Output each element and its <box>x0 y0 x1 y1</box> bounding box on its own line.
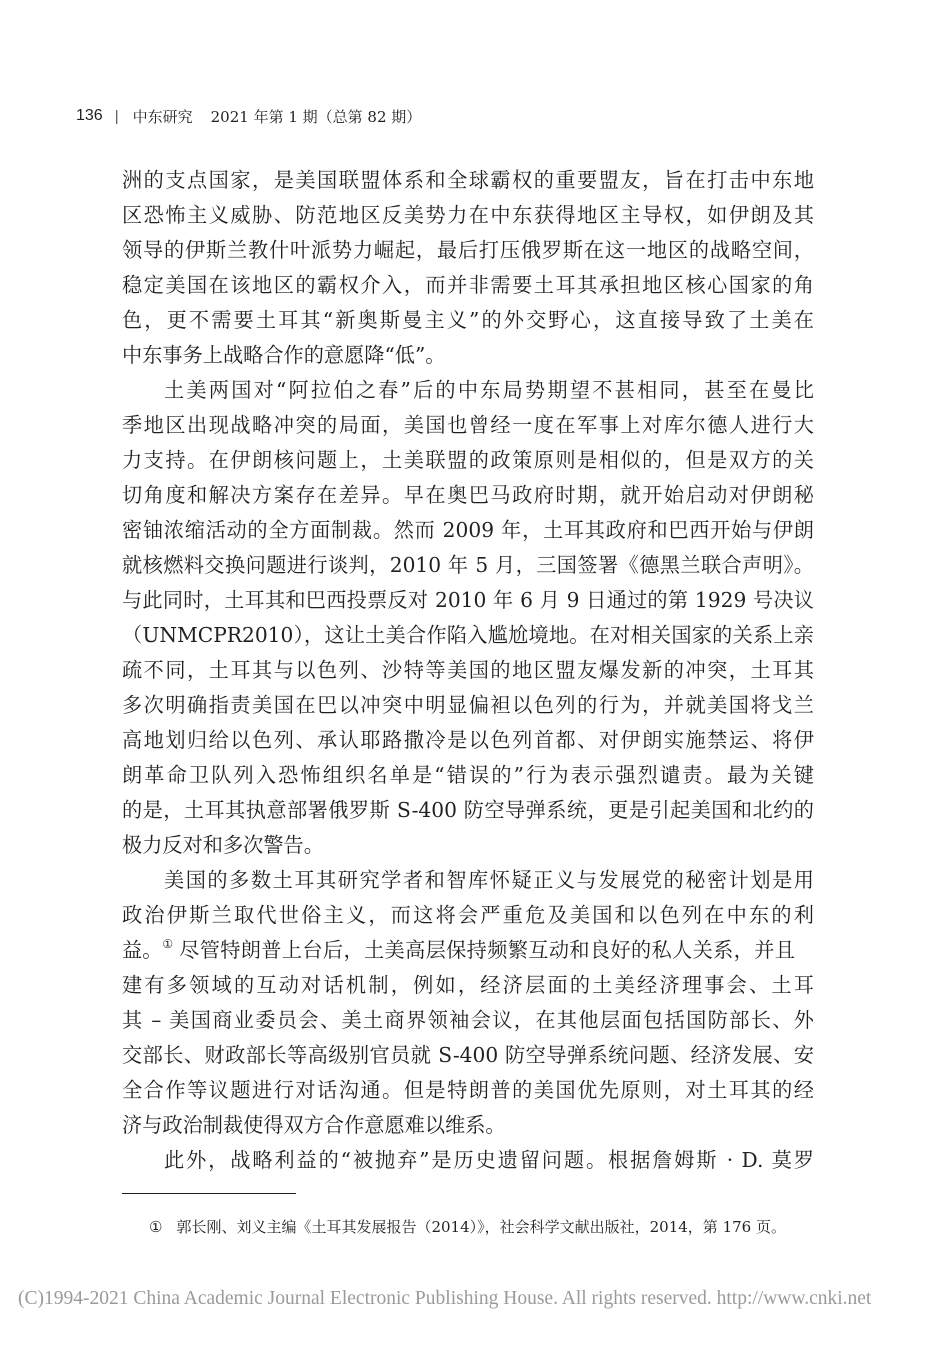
footnote-reference[interactable]: ① <box>162 937 174 951</box>
footnote-rule <box>122 1193 296 1194</box>
body-line: 中东事务上战略合作的意愿降“低”。 <box>122 343 446 367</box>
body-line: 极力反对和多次警告。 <box>122 833 324 857</box>
page-number: 136 <box>76 107 103 124</box>
line-start: 益。 <box>122 938 163 962</box>
body-line: 季地区出现战略冲突的局面，美国也曾经一度在军事上对库尔德人进行大 <box>122 413 814 437</box>
body-line: 密铀浓缩活动的全方面制裁。然而 2009 年，土耳其政府和巴西开始与伊朗 <box>122 518 814 542</box>
body-line: 朗革命卫队列入恐怖组织名单是“错误的”行为表示强烈谴责。最为关键 <box>122 763 814 787</box>
body-line: 力支持。在伊朗核问题上，土美联盟的政策原则是相似的，但是双方的关 <box>122 448 814 472</box>
body-line: 的是，土耳其执意部署俄罗斯 S-400 防空导弹系统，更是引起美国和北约的 <box>122 798 814 822</box>
line-rest: 尽管特朗普上台后，土美高层保持频繁互动和良好的私人关系，并且 <box>179 938 796 962</box>
body-line: 疏不同，土耳其与以色列、沙特等美国的地区盟友爆发新的冲突，土耳其 <box>122 658 814 682</box>
body-line: 此外，战略利益的“被抛弃”是历史遗留问题。根据詹姆斯 · D. 莫罗 <box>164 1148 814 1172</box>
copyright-notice: (C)1994-2021 China Academic Journal Electronic Publishing House. All rights reserved. http://www.cnki.net <box>18 1288 872 1309</box>
body-line: 美国的多数土耳其研究学者和智库怀疑正义与发展党的秘密计划是用 <box>164 868 814 892</box>
body-line-with-footnote <box>122 933 814 967</box>
issue-info: 2021 年第 1 期（总第 82 期） <box>210 107 422 126</box>
body-line: 就核燃料交换问题进行谈判，2010 年 5 月，三国签署《德黑兰联合声明》。 <box>122 553 814 577</box>
footnote <box>149 1215 786 1239</box>
body-line: 政治伊斯兰取代世俗主义，而这将会严重危及美国和以色列在中东的利 <box>122 903 814 927</box>
footnote-mark: ① <box>149 1218 163 1236</box>
body-line: 建有多领域的互动对话机制，例如，经济层面的土美经济理事会、土耳 <box>122 973 814 997</box>
body-line: 与此同时，土耳其和巴西投票反对 2010 年 6 月 9 日通过的第 1929 号决议 <box>122 588 814 612</box>
body-line: 领导的伊斯兰教什叶派势力崛起，最后打压俄罗斯在这一地区的战略空间， <box>122 238 814 262</box>
body-line: 高地划归给以色列、承认耶路撒冷是以色列首都、对伊朗实施禁运、将伊 <box>122 728 814 752</box>
body-line: （UNMCPR2010），这让土美合作陷入尴尬境地。在对相关国家的关系上亲 <box>122 623 814 647</box>
running-head <box>76 103 421 129</box>
body-line: 稳定美国在该地区的霸权介入，而并非需要土耳其承担地区核心国家的角 <box>122 273 814 297</box>
body-line: 济与政治制裁使得双方合作意愿难以维系。 <box>122 1113 506 1137</box>
footnote-text: 郭长刚、刘义主编《土耳其发展报告（2014）》，社会科学文献出版社，2014，第 176 页。 <box>176 1218 786 1236</box>
body-line: 全合作等议题进行对话沟通。但是特朗普的美国优先原则，对土耳其的经 <box>122 1078 814 1102</box>
body-line: 交部长、财政部长等高级别官员就 S-400 防空导弹系统问题、经济发展、安 <box>122 1043 814 1067</box>
body-line: 切角度和解决方案存在差异。早在奥巴马政府时期，就开始启动对伊朗秘 <box>122 483 814 507</box>
body-line: 多次明确指责美国在巴以冲突中明显偏袒以色列的行为，并就美国将戈兰 <box>122 693 814 717</box>
body-line: 其 – 美国商业委员会、美土商界领袖会议，在其他层面包括国防部长、外 <box>122 1008 814 1032</box>
body-line: 洲的支点国家，是美国联盟体系和全球霸权的重要盟友，旨在打击中东地 <box>122 168 814 192</box>
body-line: 土美两国对“阿拉伯之春”后的中东局势期望不甚相同，甚至在曼比 <box>164 378 814 402</box>
body-line: 区恐怖主义威胁、防范地区反美势力在中东获得地区主导权，如伊朗及其 <box>122 203 814 227</box>
body-line: 色，更不需要土耳其“新奥斯曼主义”的外交野心，这直接导致了土美在 <box>122 308 814 332</box>
journal-name: 中东研究 <box>132 107 193 126</box>
header-separator: | <box>114 107 119 125</box>
